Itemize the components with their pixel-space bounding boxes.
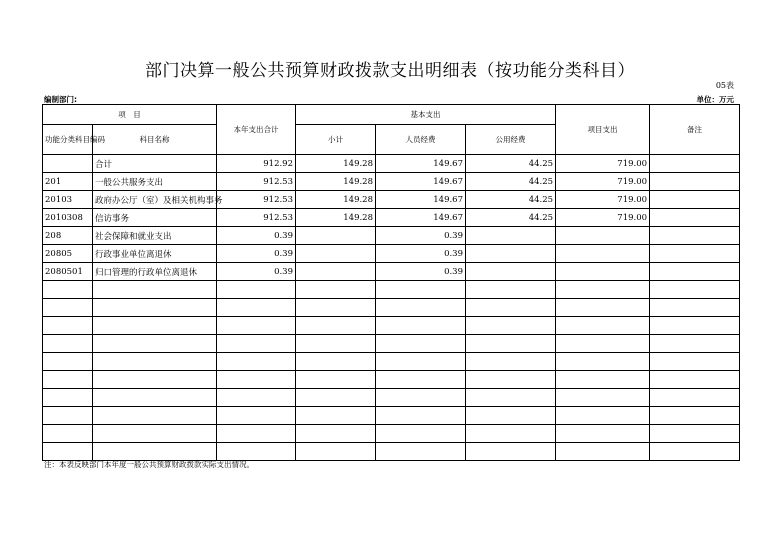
empty-cell (93, 317, 217, 335)
empty-cell (93, 389, 217, 407)
empty-row (43, 389, 740, 407)
header-subtotal: 小计 (296, 125, 376, 155)
empty-cell (466, 443, 556, 461)
cell-name: 行政事业单位离退休 (93, 245, 217, 263)
cell-code: 20805 (43, 245, 93, 263)
empty-cell (466, 353, 556, 371)
empty-cell (43, 299, 93, 317)
empty-cell (376, 443, 466, 461)
empty-cell (296, 407, 376, 425)
empty-cell (556, 335, 650, 353)
empty-cell (296, 371, 376, 389)
cell-project (556, 245, 650, 263)
empty-cell (93, 299, 217, 317)
empty-cell (650, 335, 740, 353)
empty-cell (556, 389, 650, 407)
empty-cell (217, 317, 296, 335)
cell-remark (650, 245, 740, 263)
empty-cell (93, 353, 217, 371)
cell-personnel: 149.67 (376, 155, 466, 173)
cell-code: 2010308 (43, 209, 93, 227)
cell-remark (650, 191, 740, 209)
empty-cell (296, 299, 376, 317)
cell-project: 719.00 (556, 173, 650, 191)
empty-cell (296, 281, 376, 299)
empty-cell (43, 371, 93, 389)
empty-cell (650, 299, 740, 317)
empty-cell (93, 281, 217, 299)
cell-total: 0.39 (217, 227, 296, 245)
table-row (43, 173, 740, 191)
empty-cell (93, 443, 217, 461)
cell-total: 0.39 (217, 245, 296, 263)
empty-cell (556, 371, 650, 389)
empty-cell (650, 281, 740, 299)
empty-cell (466, 407, 556, 425)
cell-total: 0.39 (217, 263, 296, 281)
empty-cell (376, 353, 466, 371)
cell-public: 44.25 (466, 209, 556, 227)
cell-project (556, 227, 650, 245)
empty-cell (466, 389, 556, 407)
empty-cell (556, 281, 650, 299)
empty-cell (93, 371, 217, 389)
cell-subtotal: 149.28 (296, 209, 376, 227)
empty-row (43, 281, 740, 299)
cell-personnel: 0.39 (376, 245, 466, 263)
cell-personnel: 0.39 (376, 227, 466, 245)
empty-cell (93, 425, 217, 443)
footnote: 注：本表反映部门本年度一般公共预算财政拨款实际支出情况。 (44, 460, 254, 469)
cell-remark (650, 209, 740, 227)
empty-row (43, 407, 740, 425)
cell-subtotal (296, 263, 376, 281)
empty-cell (217, 299, 296, 317)
cell-personnel: 149.67 (376, 173, 466, 191)
empty-cell (466, 425, 556, 443)
cell-subtotal (296, 245, 376, 263)
empty-cell (556, 317, 650, 335)
cell-project: 719.00 (556, 155, 650, 173)
empty-cell (650, 317, 740, 335)
form-number: 05表 (715, 81, 734, 90)
header-public: 公用经费 (466, 125, 556, 155)
empty-cell (466, 335, 556, 353)
empty-cell (376, 317, 466, 335)
empty-cell (217, 389, 296, 407)
cell-public: 44.25 (466, 191, 556, 209)
empty-cell (43, 407, 93, 425)
cell-public (466, 245, 556, 263)
page-title: 部门决算一般公共预算财政拨款支出明细表（按功能分类科目） (145, 61, 635, 81)
empty-cell (217, 335, 296, 353)
cell-total: 912.53 (217, 173, 296, 191)
empty-cell (376, 299, 466, 317)
empty-cell (466, 299, 556, 317)
cell-code: 20103 (43, 191, 93, 209)
unit-label: 单位：万元 (696, 95, 734, 104)
cell-total: 912.92 (217, 155, 296, 173)
empty-cell (296, 353, 376, 371)
empty-cell (466, 317, 556, 335)
empty-cell (296, 335, 376, 353)
cell-remark (650, 155, 740, 173)
empty-cell (43, 425, 93, 443)
empty-cell (296, 317, 376, 335)
empty-cell (43, 389, 93, 407)
cell-name: 信访事务 (93, 209, 217, 227)
empty-cell (376, 425, 466, 443)
cell-subtotal (296, 227, 376, 245)
cell-personnel: 0.39 (376, 263, 466, 281)
header-personnel: 人员经费 (376, 125, 466, 155)
cell-name: 归口管理的行政单位离退休 (93, 263, 217, 281)
empty-row (43, 371, 740, 389)
cell-name: 社会保障和就业支出 (93, 227, 217, 245)
cell-remark (650, 227, 740, 245)
empty-cell (43, 353, 93, 371)
empty-cell (556, 353, 650, 371)
table-row (43, 155, 740, 173)
header-name: 科目名称 (93, 125, 217, 155)
header-code: 功能分类科目编码 (43, 125, 93, 155)
empty-cell (43, 335, 93, 353)
empty-row (43, 299, 740, 317)
empty-row (43, 317, 740, 335)
cell-project: 719.00 (556, 191, 650, 209)
header-item: 项 目 (43, 105, 217, 125)
empty-row (43, 443, 740, 461)
empty-row (43, 353, 740, 371)
table-row (43, 263, 740, 281)
cell-code: 2080501 (43, 263, 93, 281)
empty-cell (217, 407, 296, 425)
empty-cell (217, 443, 296, 461)
cell-subtotal: 149.28 (296, 155, 376, 173)
empty-cell (296, 443, 376, 461)
cell-project: 719.00 (556, 209, 650, 227)
empty-cell (217, 281, 296, 299)
empty-cell (376, 389, 466, 407)
empty-cell (93, 335, 217, 353)
cell-public: 44.25 (466, 173, 556, 191)
cell-code: 201 (43, 173, 93, 191)
header-basic: 基本支出 (296, 105, 556, 125)
empty-cell (556, 299, 650, 317)
empty-cell (376, 371, 466, 389)
empty-cell (466, 371, 556, 389)
empty-cell (376, 335, 466, 353)
cell-name: 合计 (93, 155, 217, 173)
cell-code (43, 155, 93, 173)
cell-subtotal: 149.28 (296, 173, 376, 191)
cell-public (466, 263, 556, 281)
cell-code: 208 (43, 227, 93, 245)
empty-cell (466, 281, 556, 299)
empty-cell (650, 353, 740, 371)
cell-name: 政府办公厅（室）及相关机构事务 (93, 191, 217, 209)
empty-cell (556, 443, 650, 461)
table-row (43, 245, 740, 263)
empty-cell (43, 317, 93, 335)
cell-remark (650, 173, 740, 191)
header-remark: 备注 (650, 105, 740, 155)
empty-cell (650, 443, 740, 461)
cell-total: 912.53 (217, 191, 296, 209)
cell-remark (650, 263, 740, 281)
cell-subtotal: 149.28 (296, 191, 376, 209)
cell-name: 一般公共服务支出 (93, 173, 217, 191)
empty-cell (43, 443, 93, 461)
empty-cell (650, 407, 740, 425)
cell-personnel: 149.67 (376, 191, 466, 209)
table-row (43, 209, 740, 227)
cell-project (556, 263, 650, 281)
empty-cell (650, 425, 740, 443)
empty-cell (217, 371, 296, 389)
expenditure-table (42, 104, 740, 461)
cell-total: 912.53 (217, 209, 296, 227)
cell-public: 44.25 (466, 155, 556, 173)
empty-cell (376, 407, 466, 425)
empty-row (43, 335, 740, 353)
header-total: 本年支出合计 (217, 105, 296, 155)
empty-cell (650, 371, 740, 389)
empty-row (43, 425, 740, 443)
empty-cell (650, 389, 740, 407)
empty-cell (217, 425, 296, 443)
empty-cell (217, 353, 296, 371)
table-row (43, 191, 740, 209)
header-project: 项目支出 (556, 105, 650, 155)
table-row (43, 227, 740, 245)
org-label: 编制部门: (44, 95, 77, 104)
empty-cell (556, 425, 650, 443)
empty-cell (556, 407, 650, 425)
empty-cell (376, 281, 466, 299)
cell-personnel: 149.67 (376, 209, 466, 227)
empty-cell (296, 389, 376, 407)
empty-cell (296, 425, 376, 443)
cell-public (466, 227, 556, 245)
empty-cell (93, 407, 217, 425)
empty-cell (43, 281, 93, 299)
